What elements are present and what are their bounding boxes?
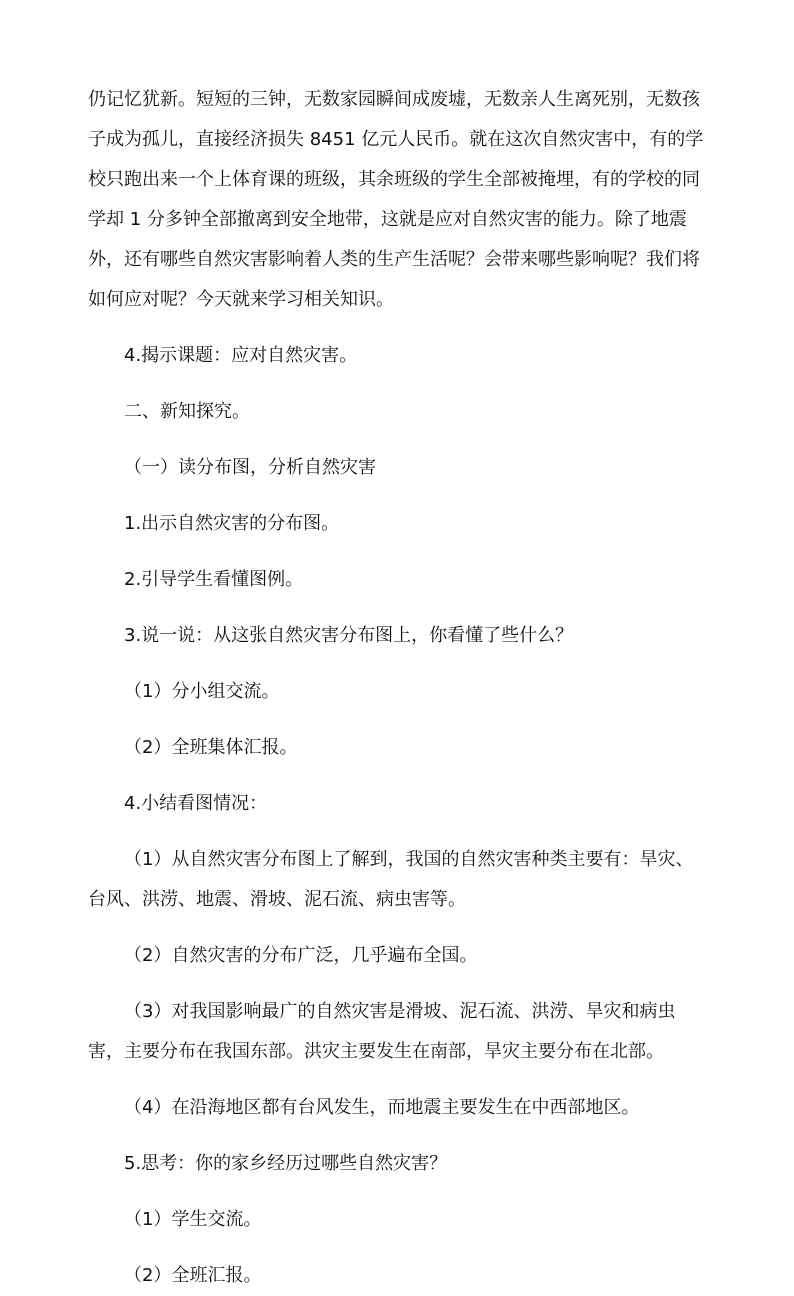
intro-paragraph: 仍记忆犹新。短短的三钟，无数家园瞬间成废墟，无数亲人生离死别，无数孩子成为孤儿，直接经济损失 8451 亿元人民币。就在这次自然灾害中，有的学校只跑出来一个上体育课的班级，其余班级的学生全部被掩埋，有的学校的同学却 1 分多钟全部撤离到安全地带，这就是应对自然灾害的能力。除了地震外，还有哪些自然灾害影响着人类的生产生活呢？会带来哪些影响呢？我们将如何应对呢？今天就来学习相关知识。 (88, 89, 704, 310)
summary-item-4: （4）在沿海地区都有台风发生，而地震主要发生在中西部地区。 (124, 1097, 640, 1118)
step-5-item-1: （1）学生交流。 (124, 1209, 262, 1230)
subsection-heading: （一）读分布图，分析自然灾害 (124, 457, 376, 478)
step-5: 5.思考：你的家乡经历过哪些自然灾害？ (124, 1153, 448, 1174)
document-page (88, 80, 708, 1296)
section-heading: 二、新知探究。 (124, 401, 250, 422)
step-3-item-2: （2）全班集体汇报。 (124, 737, 298, 758)
step-5-item-2: （2）全班汇报。 (124, 1265, 262, 1286)
step-3: 3.说一说：从这张自然灾害分布图上，你看懂了些什么？ (124, 625, 574, 646)
lesson-topic: 4.揭示课题：应对自然灾害。 (124, 345, 358, 366)
summary-item-3: （3）对我国影响最广的自然灾害是滑坡、泥石流、洪涝、旱灾和病虫害，主要分布在我国东部。洪灾主要发生在南部，旱灾主要分布在北部。 (88, 1001, 676, 1062)
summary-item-1: （1）从自然灾害分布图上了解到，我国的自然灾害种类主要有：旱灾、台风、洪涝、地震、滑坡、泥石流、病虫害等。 (88, 849, 694, 910)
step-1: 1.出示自然灾害的分布图。 (124, 513, 340, 534)
summary-item-2: （2）自然灾害的分布广泛，几乎遍布全国。 (124, 945, 478, 966)
step-3-item-1: （1）分小组交流。 (124, 681, 280, 702)
step-2: 2.引导学生看懂图例。 (124, 569, 304, 590)
step-4: 4.小结看图情况： (124, 793, 268, 814)
